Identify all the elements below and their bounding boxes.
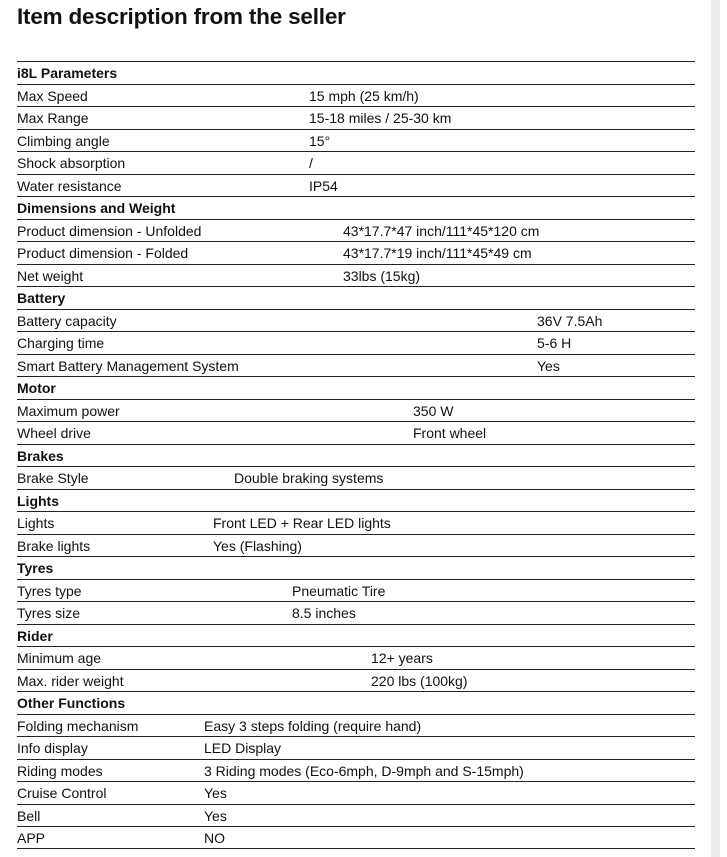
table-row [17,579,695,602]
table-row [17,714,695,737]
table-row [17,354,695,377]
table-row [17,421,695,444]
row-value: NO [204,830,225,846]
table-row [17,129,695,152]
row-value: 15 mph (25 km/h) [309,87,419,104]
row-label: Battery capacity [17,312,117,329]
table-row [17,264,695,287]
section-heading: Other Functions [17,691,695,714]
row-label: Riding modes [17,762,103,779]
section-battery [17,286,695,376]
table-row [17,84,695,107]
row-value: 36V 7.5Ah [537,312,603,329]
row-label: Shock absorption [17,155,126,171]
row-value: 15° [309,132,331,149]
row-value: 12+ years [371,650,433,666]
table-row [17,151,695,174]
section-tyres [17,556,695,624]
row-value: Yes [537,357,560,374]
row-label: Tyres size [17,605,81,621]
row-label: Charging time [17,335,105,351]
section-brakes [17,444,695,489]
row-value: Pneumatic Tire [292,582,386,599]
table-row [17,309,695,332]
row-label: Brake lights [17,537,91,554]
row-label: Brake Style [17,470,89,486]
spec-table [17,61,695,849]
row-label: Max Speed [17,87,88,104]
row-label: Bell [17,807,41,824]
row-label: Maximum power [17,402,120,419]
table-row [17,106,695,129]
table-row [17,646,695,669]
table-row [17,219,695,242]
row-value: Front LED + Rear LED lights [213,515,391,531]
table-row [17,736,695,759]
page-title: Item description from the seller [17,4,346,29]
section-other-functions [17,691,695,849]
table-row [17,511,695,534]
scrollbar-track[interactable] [711,0,720,857]
section-heading: Brakes [17,444,695,467]
row-value: 350 W [413,402,454,419]
table-row [17,241,695,264]
row-value: 15-18 miles / 25-30 km [309,110,452,126]
row-value: 5-6 H [537,335,572,351]
section-heading: Tyres [17,556,695,579]
row-value: Front wheel [413,425,487,441]
section-heading: Battery [17,286,695,309]
table-row [17,759,695,782]
row-value: 43*17.7*19 inch/111*45*49 cm [343,245,532,261]
row-label: Tyres type [17,582,82,599]
table-row [17,781,695,804]
row-label: Lights [17,515,55,531]
table-row [17,534,695,557]
row-label: Minimum age [17,650,102,666]
row-label: Info display [17,740,88,756]
section-heading: Lights [17,489,695,512]
row-value: 3 Riding modes (Eco-6mph, D-9mph and S-15mph) [204,762,524,779]
row-label: Wheel drive [17,425,91,441]
section-heading: Dimensions and Weight [17,196,695,219]
section-heading: Rider [17,624,695,647]
row-value: 33lbs (15kg) [343,267,421,284]
row-value: LED Display [204,740,282,756]
table-row [17,331,695,354]
section-heading: i8L Parameters [17,61,695,84]
table-row [17,399,695,422]
section-heading: Motor [17,376,695,399]
row-label: Net weight [17,267,84,284]
row-label: Water resistance [17,177,122,194]
row-value: IP54 [309,177,338,194]
section-dimensions [17,196,695,286]
row-label: Cruise Control [17,785,107,801]
table-row [17,804,695,827]
row-label: Climbing angle [17,132,110,149]
row-label: Smart Battery Management System [17,357,239,374]
section-motor [17,376,695,444]
row-value: Yes [204,807,227,824]
row-value: Easy 3 steps folding (require hand) [204,717,422,734]
row-label: Product dimension - Unfolded [17,222,202,239]
row-value: / [309,155,313,171]
row-value: 8.5 inches [292,605,356,621]
table-row [17,601,695,624]
table-row [17,174,695,197]
row-label: Max Range [17,110,89,126]
section-rider [17,624,695,692]
row-value: Yes [204,785,227,801]
row-label: Product dimension - Folded [17,245,189,261]
table-row [17,669,695,692]
section-lights [17,489,695,557]
table-row [17,826,695,849]
row-value: 220 lbs (100kg) [371,672,468,689]
row-value: Yes (Flashing) [213,537,302,554]
row-value: Double braking systems [234,470,384,486]
section-parameters [17,61,695,196]
row-value: 43*17.7*47 inch/111*45*120 cm [343,222,540,239]
table-row [17,466,695,489]
row-label: APP [17,830,46,846]
row-label: Folding mechanism [17,717,139,734]
row-label: Max. rider weight [17,672,124,689]
